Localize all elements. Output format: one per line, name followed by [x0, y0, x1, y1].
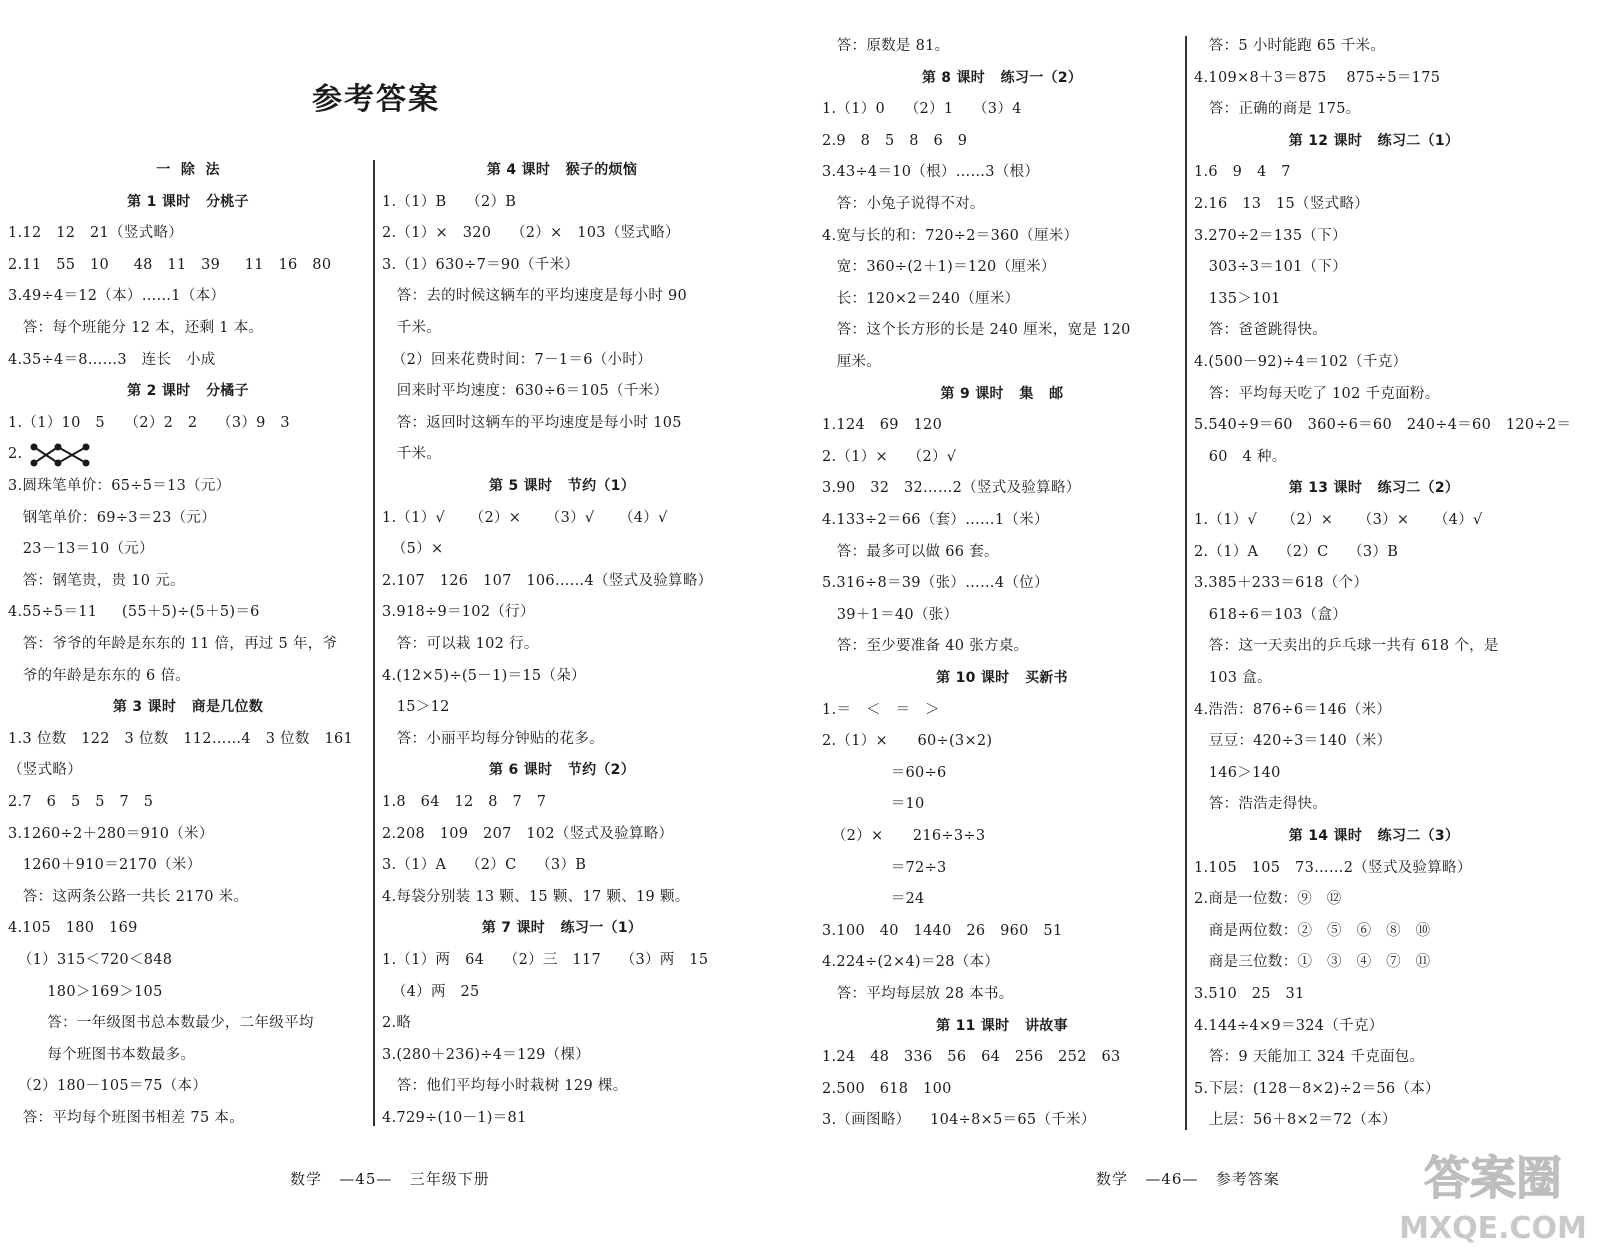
answer-line: 3.385＋233＝618（个）	[1194, 575, 1369, 592]
answer-line: 答：至少要准备 40 张方桌。	[822, 638, 1029, 655]
answer-line: 4.浩浩：876÷6＝146（米）	[1194, 701, 1392, 718]
answer-line: 2.	[8, 446, 23, 463]
answer-line: 千米。	[382, 446, 442, 463]
answer-line: 3.49÷4＝12（本）……1（本）	[8, 288, 226, 305]
answer-line: 豆豆：420÷3＝140（米）	[1194, 733, 1392, 750]
answer-line: 3.510 25 31	[1194, 986, 1305, 1002]
column-divider	[373, 160, 375, 1126]
answer-line: 4.144÷4×9＝324（千克）	[1194, 1017, 1384, 1034]
watermark-bottom-text: MXQE.COM	[1399, 1211, 1587, 1246]
answer-line: （2）回来花费时间：7－1＝6（小时）	[382, 351, 652, 368]
answer-line: 答：浩浩走得快。	[1194, 796, 1328, 813]
answer-line: 2.11 55 10 48 11 39 11 16 80	[8, 256, 332, 273]
answer-line: 3.（1）630÷7＝90（千米）	[382, 256, 580, 273]
answer-line: 商是三位数：① ③ ④ ⑦ ⑪	[1194, 954, 1431, 971]
answer-line: 2.500 618 100	[822, 1080, 952, 1097]
answer-line: 4.109×8＋3＝875 875÷5＝175	[1194, 69, 1441, 86]
answer-line: 答：他们平均每小时栽树 129 棵。	[382, 1078, 628, 1095]
matching-lines-figure	[28, 442, 92, 468]
answer-line: 答：返回时这辆车的平均速度是每小时 105	[382, 414, 682, 431]
answer-line: 3.(280＋236)÷4＝129（棵）	[382, 1046, 591, 1063]
lesson-heading: 第 9 课时 集 邮	[940, 385, 1064, 402]
answer-line: 1.（1）√ （2）× （3）× （4）√	[1194, 512, 1483, 528]
answer-line: 1260＋910＝2170（米）	[8, 857, 202, 874]
lesson-heading: 第 6 课时 节约（2）	[488, 762, 636, 779]
answer-line: 4.35÷4＝8……3 连长 小成	[8, 351, 216, 368]
answer-line: ＝10	[822, 796, 925, 813]
answer-line: 答：平均每天吃了 102 千克面粉。	[1194, 385, 1440, 402]
answer-line: 3.270÷2＝135（下）	[1194, 227, 1347, 244]
answer-line: 上层：56＋8×2＝72（本）	[1194, 1112, 1397, 1129]
answer-line: 3.43÷4＝10（根）……3（根）	[822, 164, 1040, 181]
answer-line: 答：原数是 81。	[822, 38, 950, 54]
answer-line: 3.1260÷2＋280＝910（米）	[8, 825, 214, 842]
answer-line: 答：钢笔贵，贵 10 元。	[8, 572, 185, 589]
answer-line: 答：小兔子说得不对。	[822, 196, 985, 212]
answer-line: 4.729÷(10－1)＝81	[382, 1110, 527, 1126]
answer-line: 2.7 6 5 5 7 5	[8, 794, 154, 810]
answer-line: 每个班图书本数最多。	[8, 1046, 196, 1063]
answer-line: 4.宽与长的和：720÷2＝360（厘米）	[822, 227, 1079, 244]
answer-line: 答：最多可以做 66 套。	[822, 543, 999, 560]
answer-line: 答：正确的商是 175。	[1194, 101, 1361, 118]
lesson-heading: 第 1 课时 分桃子	[127, 193, 249, 210]
column-divider	[1185, 36, 1187, 1130]
answer-line: 答：这个长方形的长是 240 厘米，宽是 120	[822, 322, 1131, 339]
lesson-heading: 第 7 课时 练习一（1）	[481, 920, 643, 937]
answer-line: 爷的年龄是东东的 6 倍。	[8, 667, 191, 684]
answer-line: 1.（1）两 64 （2）三 117 （3）两 15	[382, 952, 709, 968]
answer-line: 2.略	[382, 1015, 412, 1032]
answer-line: 答：平均每层放 28 本书。	[822, 986, 1014, 1002]
answer-line: 答：爷爷的年龄是东东的 11 倍，再过 5 年，爷	[8, 636, 338, 652]
answer-line: 1.3 位数 122 3 位数 112……4 3 位数 161	[8, 730, 354, 747]
answer-line: 答：一年级图书总本数最少，二年级平均	[8, 1015, 314, 1032]
answer-line: （5）×	[382, 541, 444, 558]
answer-line: 1.24 48 336 56 64 256 252 63	[822, 1049, 1121, 1066]
answer-line: 5.下层：(128－8×2)÷2＝56（本）	[1194, 1080, 1440, 1097]
answer-line: ＝24	[822, 891, 925, 908]
lesson-heading: 第 5 课时 节约（1）	[488, 478, 636, 494]
lesson-heading: 一 除 法	[156, 162, 220, 178]
answer-line: 答：这一天卖出的乒乓球一共有 618 个，是	[1194, 638, 1499, 655]
answer-line: 303÷3＝101（下）	[1194, 259, 1348, 276]
answer-line: 宽：360÷(2＋1)＝120（厘米）	[822, 259, 1056, 276]
answer-line: 39＋1＝40（张）	[822, 606, 959, 623]
lesson-heading: 第 14 课时 练习二（3）	[1288, 828, 1460, 844]
answer-line: 180＞169＞105	[8, 983, 163, 1000]
answer-line: 答：小丽平均每分钟贴的花多。	[382, 730, 604, 747]
answer-line: 1.6 9 4 7	[1194, 164, 1291, 181]
answer-line: 1.（1）B （2）B	[382, 193, 517, 210]
answer-line: 5.316÷8＝39（张）……4（位）	[822, 575, 1049, 592]
answer-line: （4）两 25	[382, 983, 480, 1000]
watermark-top-text: 答案圈	[1424, 1151, 1562, 1205]
answer-line: 4.55÷5＝11 (55＋5)÷(5＋5)＝6	[8, 604, 260, 621]
answer-line: 千米。	[382, 320, 442, 336]
answer-line: （1）315＜720＜848	[8, 952, 173, 968]
lesson-heading: 第 11 课时 讲故事	[936, 1017, 1068, 1034]
answer-line: 2.16 13 15（竖式略）	[1194, 196, 1370, 212]
answer-line: 3.918÷9＝102（行）	[382, 604, 535, 621]
lesson-heading: 第 4 课时 猴子的烦恼	[486, 162, 638, 178]
answer-line: 5.540÷9＝60 360÷6＝60 240÷4＝60 120÷2＝	[1194, 417, 1572, 434]
lesson-heading: 第 13 课时 练习二（2）	[1288, 480, 1460, 497]
answer-line: 3.90 32 32……2（竖式及验算略）	[822, 480, 1081, 497]
answer-line: 1.（1）10 5 （2）2 2 （3）9 3	[8, 414, 290, 431]
answer-line: 1.（1）0 （2）1 （3）4	[822, 101, 1022, 118]
lesson-heading: 第 12 课时 练习二（1）	[1288, 132, 1460, 149]
answer-line: 2.（1）× 60÷(3×2)	[822, 733, 993, 750]
answer-line: 2.208 109 207 102（竖式及验算略）	[382, 825, 674, 842]
answer-line: 4.105 180 169	[8, 920, 138, 937]
answer-line: 146＞140	[1194, 764, 1281, 781]
answer-line: （竖式略）	[8, 762, 82, 779]
answer-line: 答：这两条公路一共长 2170 米。	[8, 888, 249, 905]
answer-line: 135＞101	[1194, 290, 1281, 307]
answer-line: 3.100 40 1440 26 960 51	[822, 922, 1063, 939]
answer-line: 4.224÷(2×4)＝28（本）	[822, 954, 1000, 971]
answer-line: 商是两位数：② ⑤ ⑥ ⑧ ⑩	[1194, 922, 1431, 939]
answer-line: 答：可以栽 102 行。	[382, 636, 539, 652]
answer-line: 15＞12	[382, 699, 450, 716]
answer-line: 钢笔单价：69÷3＝23（元）	[8, 509, 217, 526]
answer-line: 2.商是一位数：⑨ ⑫	[1194, 891, 1342, 908]
answer-line: 103 盒。	[1194, 670, 1272, 686]
answer-line: 1.＝ ＜ ＝ ＞	[822, 701, 940, 718]
answer-line: 2.（1）A （2）C （3）B	[1194, 543, 1399, 560]
answer-line: 23－13＝10（元）	[8, 541, 154, 558]
answer-line: 2.107 126 107 106……4（竖式及验算略）	[382, 572, 713, 589]
lesson-heading: 第 10 课时 买新书	[936, 670, 1068, 686]
answer-line: 3.（1）A （2）C （3）B	[382, 857, 587, 874]
answer-line: 3.（画图略） 104÷8×5＝65（千米）	[822, 1112, 1096, 1129]
answer-line: 厘米。	[822, 354, 882, 370]
answer-line: 60 4 种。	[1194, 448, 1287, 465]
answer-line: （2）× 216÷3÷3	[822, 828, 986, 844]
answer-line: 1.105 105 73……2（竖式及验算略）	[1194, 859, 1472, 876]
answer-line: 2.（1）× 320 （2）× 103（竖式略）	[382, 225, 680, 242]
answer-line: 618÷6＝103（盒）	[1194, 606, 1348, 623]
answer-line: （2）180－105＝75（本）	[8, 1078, 208, 1095]
answer-line: 答：平均每个班图书相差 75 本。	[8, 1110, 244, 1126]
answer-line: 1.124 69 120	[822, 417, 943, 434]
answer-line: 4.(500－92)÷4＝102（千克）	[1194, 354, 1408, 370]
answer-line: 答：爸爸跳得快。	[1194, 322, 1328, 339]
answer-line: 回来时平均速度：630÷6＝105（千米）	[382, 383, 669, 400]
answer-line: 4.(12×5)÷(5－1)＝15（朵）	[382, 667, 586, 684]
lesson-heading: 第 3 课时 商是几位数	[112, 699, 264, 716]
watermark-logo	[1398, 1138, 1588, 1250]
answer-line: ＝72÷3	[822, 859, 947, 876]
answer-line: 4.133÷2＝66（套）……1（米）	[822, 512, 1049, 528]
answer-line: ＝60÷6	[822, 764, 947, 781]
footer-right: 数学 —46— 参考答案	[1096, 1170, 1280, 1188]
answer-line: 3.圆珠笔单价：65÷5＝13（元）	[8, 478, 231, 494]
lesson-heading: 第 2 课时 分橘子	[127, 383, 249, 400]
page-title: 参考答案	[312, 82, 440, 117]
answer-line: 2.（1）× （2）√	[822, 448, 957, 465]
answer-line: 1.12 12 21（竖式略）	[8, 225, 184, 242]
answer-line: 长：120×2＝240（厘米）	[822, 290, 1020, 307]
answer-line: 1.8 64 12 8 7 7	[382, 794, 547, 810]
lesson-heading: 第 8 课时 练习一（2）	[921, 69, 1083, 86]
answer-line: 答：去的时候这辆车的平均速度是每小时 90	[382, 288, 688, 305]
answer-line: 4.每袋分别装 13 颗、15 颗、17 颗、19 颗。	[382, 888, 690, 905]
answer-line: 1.（1）√ （2）× （3）√ （4）√	[382, 509, 668, 526]
answer-line: 答：5 小时能跑 65 千米。	[1194, 38, 1386, 54]
answer-line: 答：9 天能加工 324 千克面包。	[1194, 1049, 1425, 1066]
footer-left: 数学 —45— 三年级下册	[290, 1170, 490, 1188]
answer-line: 答：每个班能分 12 本，还剩 1 本。	[8, 320, 264, 336]
answer-line: 2.9 8 5 8 6 9	[822, 132, 968, 149]
